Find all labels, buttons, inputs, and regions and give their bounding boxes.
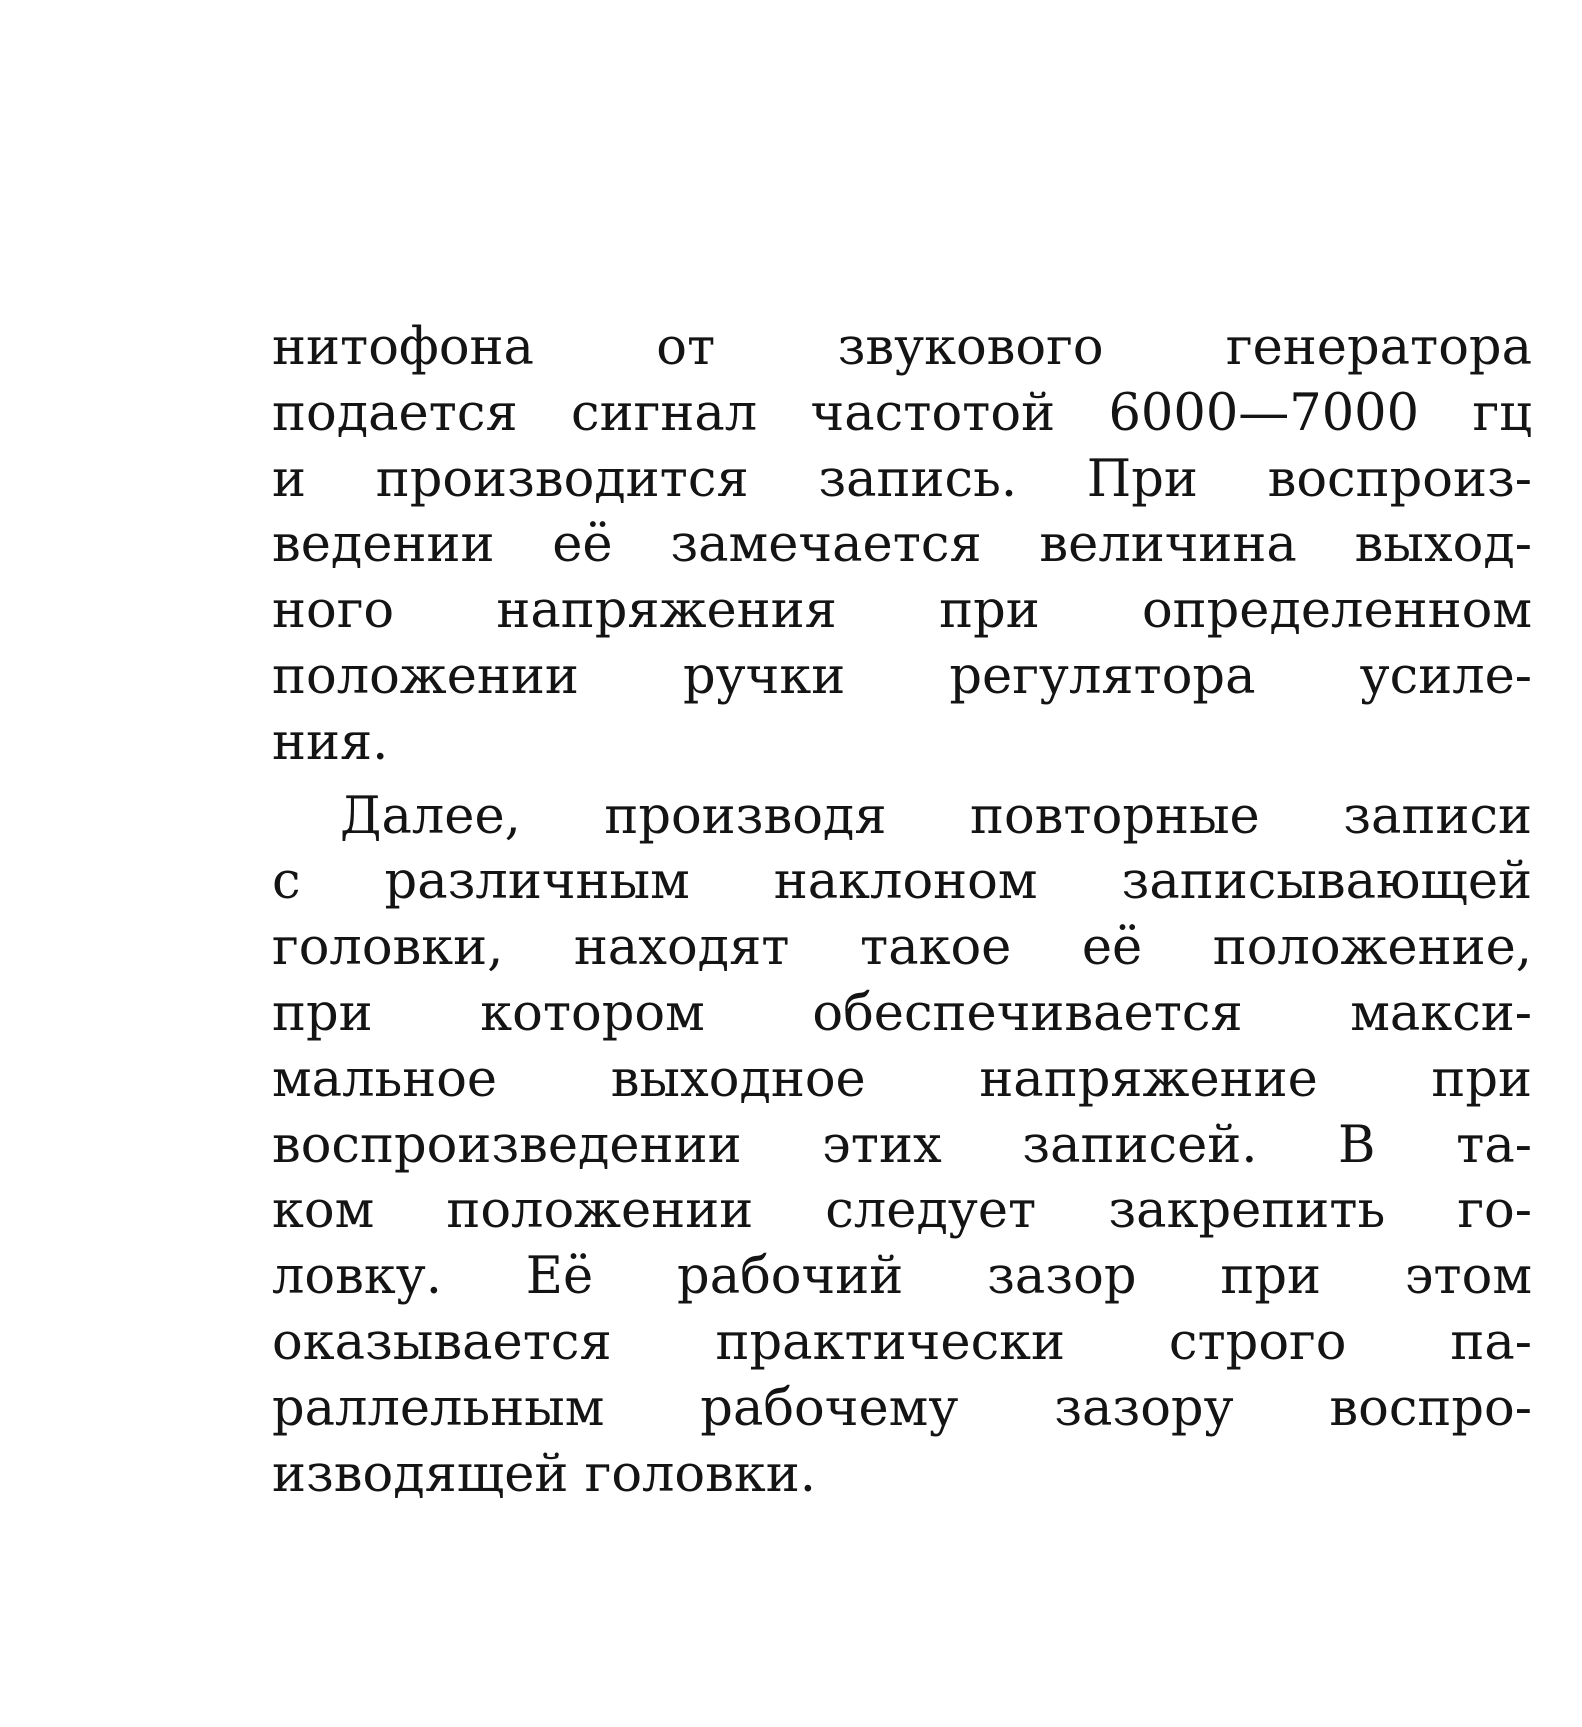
text-line: головки, находят такое её положение, [272,918,1532,978]
text-line: и производится запись. При воспроиз- [272,449,1532,509]
text-line: оказывается практически строго па- [272,1312,1532,1372]
text-line: с различным наклоном записывающей [272,852,1532,912]
text-line: нитофона от звукового генератора [272,318,1532,377]
text-line: воспроизведении этих записей. В та- [272,1115,1532,1175]
text-line: ния. [272,712,389,772]
paragraph-2 [272,784,1532,1508]
text-line: раллельным рабочему зазору воспро- [272,1378,1532,1438]
text-line: ведении её замечается величина выход- [272,515,1532,575]
text-line: подается сигнал частотой 6000—7000 гц [272,383,1532,443]
text-line: мальное выходное напряжение при [272,1049,1532,1109]
paragraph-1 [272,315,1532,776]
text-line: при котором обеспечивается макси- [272,983,1532,1043]
body-text [272,315,1532,1507]
text-line: ного напряжения при определенном [272,581,1532,641]
text-line: Далее, производя повторные записи [340,786,1532,846]
text-line: ловку. Её рабочий зазор при этом [272,1247,1532,1307]
text-line: положении ручки регулятора усиле- [272,646,1532,706]
text-line: изводящей головки. [272,1444,816,1504]
text-line: ком положении следует закрепить го- [272,1181,1532,1241]
